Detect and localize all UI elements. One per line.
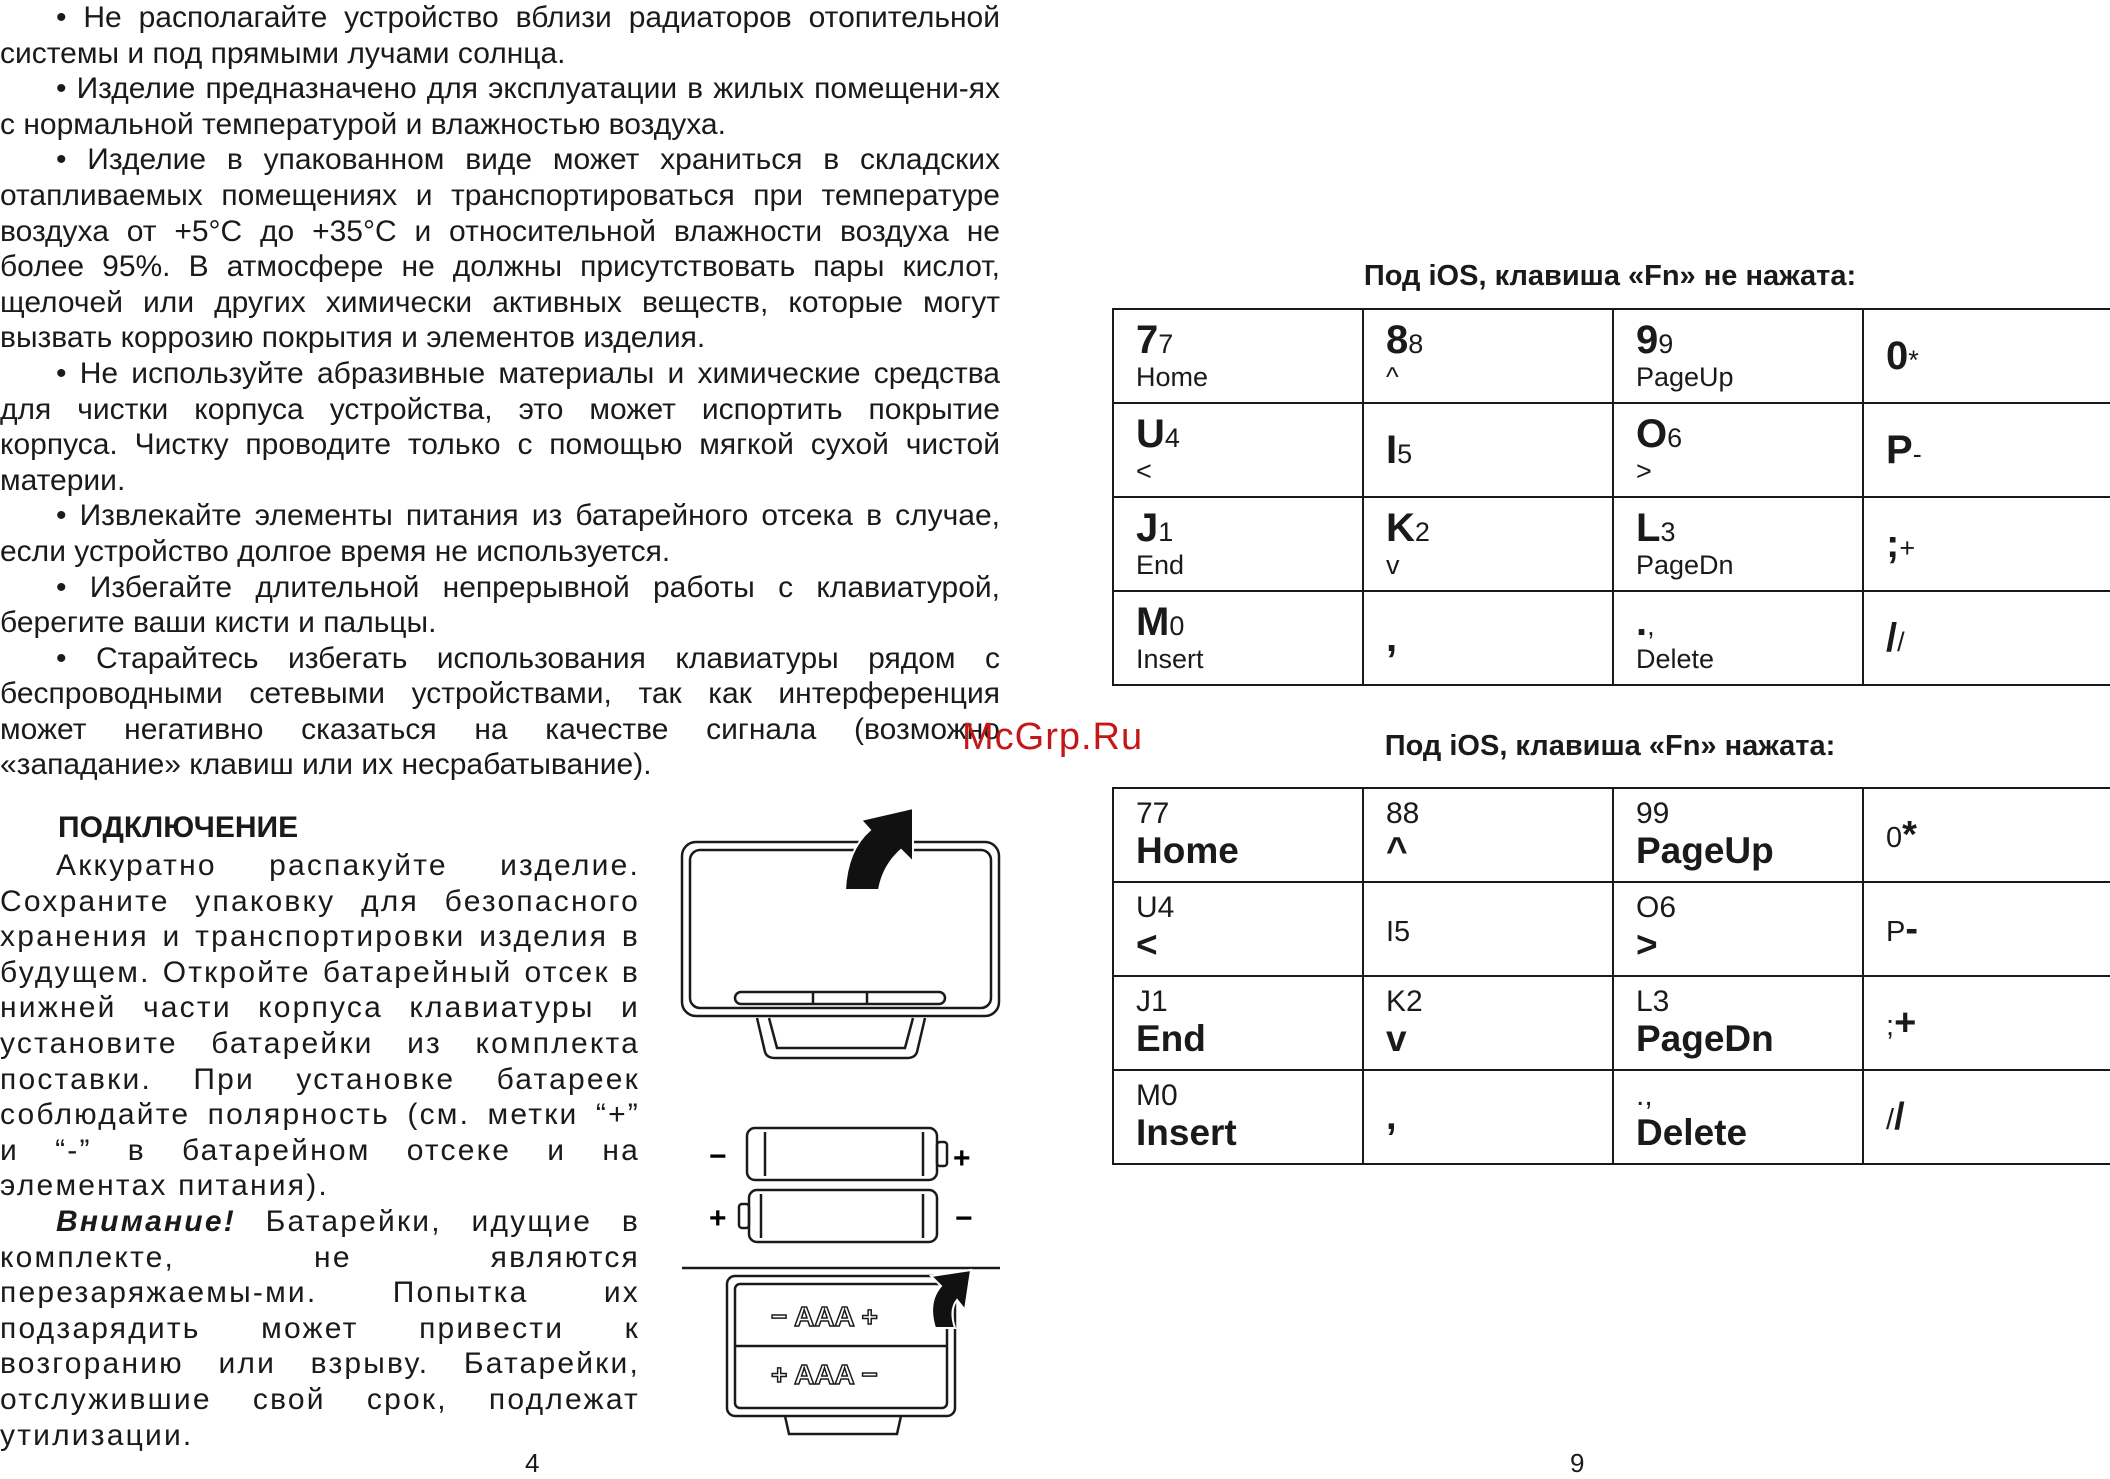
key-primary: I5 — [1386, 915, 1411, 948]
key-primary: , — [1386, 616, 1398, 660]
key-primary: . — [1636, 600, 1648, 644]
key-cell — [1863, 976, 2110, 1070]
battery-1 — [747, 1128, 947, 1180]
key-secondary: 0 — [1169, 611, 1185, 641]
key-primary: 8 — [1386, 318, 1409, 362]
table-row — [1113, 309, 2110, 403]
key-primary: 0 — [1886, 821, 1903, 854]
key-secondary: + — [1899, 533, 1916, 563]
safety-item-1: • Не располагайте устройство вблизи радиаторов отопительной системы и под прямыми лучами солнца. — [0, 1, 1000, 70]
key-cell — [1613, 976, 1863, 1070]
key-combo — [1886, 813, 1917, 856]
key-cell — [1613, 591, 1863, 685]
key-cell — [1613, 1070, 1863, 1164]
page-number-left: 4 — [525, 1448, 540, 1478]
safety-item-2: • Изделие предназначено для эксплуатации в жилых помещени-ях с нормальной температурой и влажностью воздуха. — [0, 72, 1000, 141]
key-primary: M — [1136, 600, 1170, 644]
key-primary: 7 — [1136, 318, 1159, 362]
key-cell — [1113, 788, 1363, 882]
key-primary: U — [1136, 412, 1165, 456]
warning-word: Внимание! — [56, 1204, 236, 1238]
plus-sign-2: + — [709, 1202, 727, 1235]
safety-item-4: • Не используйте абразивные материалы и химические средства для чистки корпуса устройства, это может испортить покрытие корпуса. Чистку проводите только с помощью мягкой сухой чистой материи. — [0, 356, 1000, 497]
key-primary: 99 — [1636, 797, 1670, 830]
key-function: Insert — [1136, 644, 1204, 674]
key-cell — [1363, 403, 1613, 497]
key-secondary: / — [1894, 1095, 1905, 1138]
key-function: PageUp — [1636, 830, 1774, 871]
key-function: ^ — [1386, 830, 1408, 871]
key-primary: J1 — [1136, 985, 1168, 1018]
key-cell — [1863, 403, 2110, 497]
key-cell — [1613, 309, 1863, 403]
key-cell — [1113, 976, 1363, 1070]
key-cell — [1113, 882, 1363, 976]
key-function: End — [1136, 550, 1185, 580]
key-combo — [1886, 1095, 1905, 1138]
key-secondary: 2 — [1414, 517, 1430, 547]
key-secondary: * — [1908, 345, 1919, 375]
key-primary: ., — [1636, 1079, 1653, 1112]
key-cell — [1113, 403, 1363, 497]
table-row — [1113, 788, 2110, 882]
arrow-icon — [931, 1270, 971, 1328]
safety-item-6: • Избегайте длительной непрерывной работы с клавиатурой, берегите ваши кисти и пальцы. — [0, 570, 1000, 640]
key-cell — [1863, 309, 2110, 403]
key-secondary: , — [1647, 611, 1655, 641]
safety-item-3: • Изделие в упакованном виде может храниться в складских отапливаемых помещениях и транспортироваться при температуре воздуха от +5°С до +35°С и относительной влажности воздуха не более 95%. В атмосфере не должны присутствовать пары кислот, щелочей или других химически активных веществ, которые могут вызвать коррозию покрытия и элементов изделия. — [0, 143, 1000, 355]
warning-text — [0, 1204, 640, 1453]
keyboard-drawing — [682, 842, 999, 1058]
key-primary: O — [1636, 412, 1668, 456]
key-primary: 88 — [1386, 797, 1420, 830]
key-cell — [1863, 591, 2110, 685]
key-primary: 9 — [1636, 318, 1659, 362]
key-primary: I — [1386, 428, 1398, 472]
key-primary: M0 — [1136, 1079, 1178, 1112]
key-function: PageDn — [1636, 1018, 1774, 1059]
key-secondary: - — [1905, 907, 1918, 950]
key-primary: L — [1636, 506, 1661, 550]
battery-label-1: − AAA + — [771, 1301, 878, 1332]
key-cell — [1613, 497, 1863, 591]
key-secondary: * — [1902, 813, 1917, 856]
key-secondary: 5 — [1397, 439, 1413, 469]
key-function: > — [1636, 456, 1652, 486]
key-cell — [1113, 309, 1363, 403]
battery-2 — [739, 1190, 937, 1242]
key-function: Delete — [1636, 644, 1715, 674]
key-primary: K2 — [1386, 985, 1423, 1018]
connect-section — [0, 810, 640, 1453]
key-primary: 0 — [1886, 334, 1909, 378]
key-secondary: - — [1912, 439, 1922, 469]
key-function: End — [1136, 1018, 1206, 1059]
key-cell — [1863, 882, 2110, 976]
key-cell — [1363, 591, 1613, 685]
table1-title: Под iOS, клавиша «Fn» не нажата: — [1363, 260, 1857, 292]
table-row — [1113, 591, 2110, 685]
key-secondary: 1 — [1158, 517, 1174, 547]
battery-compartment — [727, 1276, 955, 1434]
key-cell — [1863, 497, 2110, 591]
key-function: v — [1386, 550, 1400, 580]
key-secondary: / — [1897, 627, 1905, 657]
key-function: < — [1136, 456, 1152, 486]
table-row — [1113, 976, 2110, 1070]
key-cell — [1363, 309, 1613, 403]
warning-body: Батарейки, идущие в комплекте, не являются перезаряжаемы-ми. Попытка их подзарядить может привести к возгоранию или взрыву. Батарейки, отслужившие свой срок, подлежат утилизации. — [0, 1204, 640, 1452]
key-cell — [1363, 882, 1613, 976]
key-combo — [1386, 916, 1410, 948]
key-combo — [1886, 1001, 1917, 1044]
key-function: Insert — [1136, 1112, 1237, 1153]
safety-item-7: • Старайтесь избегать использования клавиатуры рядом с беспроводными сетевыми устройствами, так как интерференция может негативно сказаться на качестве сигнала (возможно «западание» клавиш или их несрабатывание). — [0, 641, 1000, 782]
key-primary: K — [1386, 506, 1415, 550]
key-primary: U4 — [1136, 891, 1175, 924]
key-cell — [1113, 591, 1363, 685]
arrow-icon — [845, 808, 913, 890]
key-secondary: 3 — [1660, 517, 1676, 547]
key-cell — [1613, 403, 1863, 497]
battery-illustration — [665, 790, 1005, 1440]
key-cell — [1113, 1070, 1363, 1164]
key-secondary: + — [1894, 1001, 1917, 1044]
key-primary: ; — [1886, 1009, 1895, 1042]
key-cell — [1863, 788, 2110, 882]
key-cell — [1613, 788, 1863, 882]
table-row — [1113, 1070, 2110, 1164]
key-function: Home — [1136, 830, 1239, 871]
table-row — [1113, 882, 2110, 976]
keymap-table-fn-off — [1112, 308, 2110, 686]
key-cell — [1363, 1070, 1613, 1164]
key-primary: / — [1886, 616, 1898, 660]
key-primary: / — [1886, 1103, 1895, 1136]
key-function: Home — [1136, 362, 1209, 392]
key-secondary: 7 — [1158, 329, 1174, 359]
key-function: > — [1636, 924, 1658, 965]
key-secondary: , — [1386, 1095, 1397, 1138]
key-primary: L3 — [1636, 985, 1670, 1018]
key-secondary: 9 — [1658, 329, 1674, 359]
key-cell — [1363, 976, 1613, 1070]
key-secondary: 6 — [1667, 423, 1683, 453]
battery-label-2: + AAA − — [771, 1359, 878, 1390]
key-function: PageUp — [1636, 362, 1734, 392]
key-function: Delete — [1636, 1112, 1748, 1153]
key-cell — [1363, 497, 1613, 591]
section-title: ПОДКЛЮЧЕНИЕ — [58, 811, 299, 844]
table-row — [1113, 403, 2110, 497]
minus-sign-1: − — [709, 1140, 727, 1173]
table2-title: Под iOS, клавиша «Fn» нажата: — [1384, 730, 1836, 762]
watermark: McGrp.Ru — [962, 716, 1144, 758]
safety-item-5: • Извлекайте элементы питания из батарейного отсека в случае, если устройство долгое время не используется. — [0, 499, 1000, 568]
key-cell — [1113, 497, 1363, 591]
key-function: < — [1136, 924, 1158, 965]
key-cell — [1863, 1070, 2110, 1164]
page-number-right: 9 — [1570, 1448, 1585, 1478]
key-cell — [1613, 882, 1863, 976]
key-secondary: 4 — [1164, 423, 1180, 453]
key-function: ^ — [1386, 362, 1399, 392]
key-primary: J — [1136, 506, 1159, 550]
safety-list — [0, 0, 1000, 783]
key-primary: 77 — [1136, 797, 1170, 830]
key-primary: O6 — [1636, 891, 1677, 924]
table-row — [1113, 497, 2110, 591]
keymap-table-fn-on — [1112, 787, 2110, 1165]
minus-sign-2: − — [955, 1202, 973, 1235]
connect-text: Аккуратно распакуйте изделие. Сохраните упаковку для безопасного хранения и транспортировки изделия в будущем. Откройте батарейный отсек в нижней части корпуса клавиатуры и установите батарейки из комплекта поставки. При установке батареек соблюдайте полярность (см. метки “+” и “-” в батарейном отсеке и на элементах питания). — [0, 849, 640, 1203]
key-primary: P — [1886, 428, 1913, 472]
key-cell — [1363, 788, 1613, 882]
plus-sign-1: + — [953, 1142, 971, 1175]
key-combo — [1386, 1095, 1397, 1138]
key-primary: P — [1886, 915, 1906, 948]
key-secondary: 8 — [1408, 329, 1424, 359]
key-function: v — [1386, 1018, 1407, 1059]
key-combo — [1886, 907, 1918, 950]
key-function: PageDn — [1636, 550, 1734, 580]
key-primary: ; — [1886, 522, 1900, 566]
